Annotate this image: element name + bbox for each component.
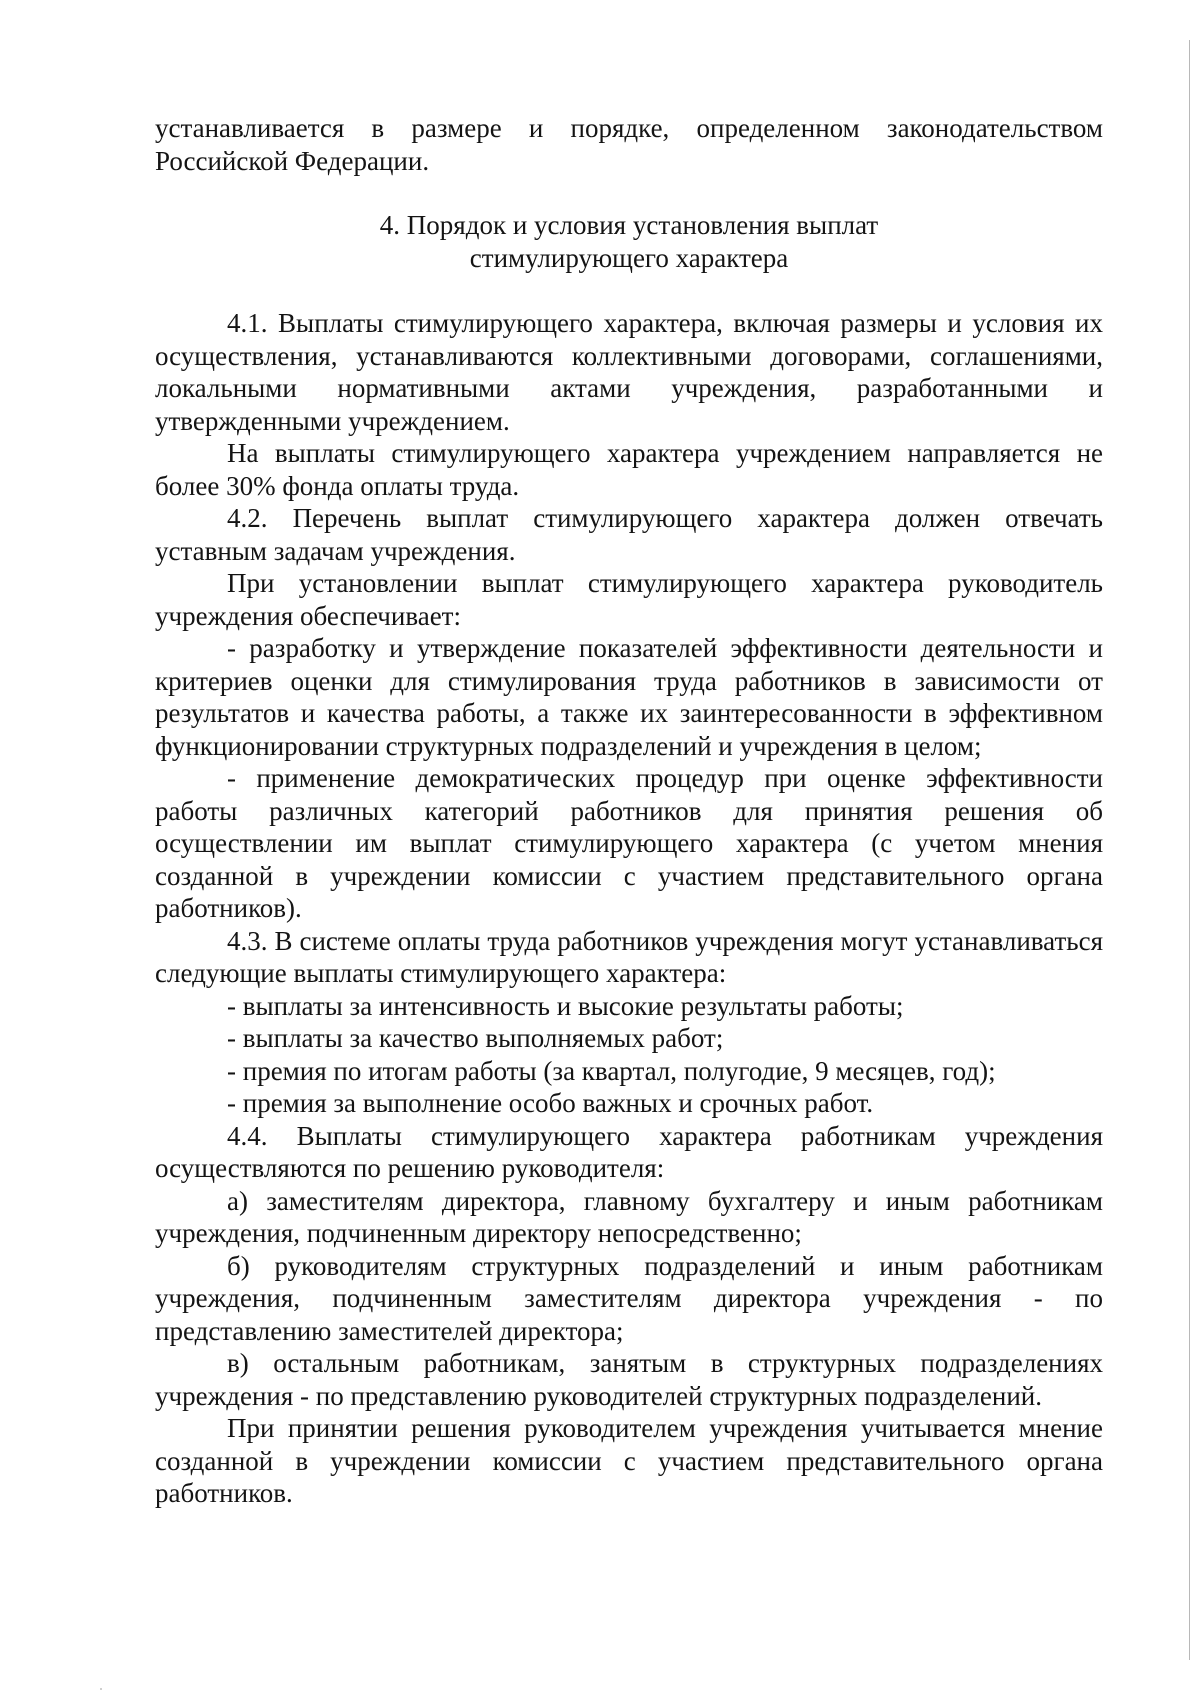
section-heading — [155, 209, 1103, 275]
scan-artifact — [100, 1688, 102, 1690]
list-item-b: б) руководителям структурных подразделений и иным работникам учреждения, подчиненным заместителям директора учреждения - по представлению заместителей директора; — [155, 1250, 1103, 1346]
section-heading-line-1: 4. Порядок и условия установления выплат — [379, 210, 879, 240]
list-item-indicators: - разработку и утверждение показателей эффективности деятельности и критериев оценки для стимулирования труда работников в зависимости от результатов и качества работы, а также их заинтересованности в эффективном функционировании структурных подразделений и учреждения в целом; — [155, 633, 1103, 761]
list-item-a: а) заместителям директора, главному бухгалтеру и иным работникам учреждения, подчиненным директору непосредственно; — [155, 1185, 1103, 1248]
paragraph-4-2: 4.2. Перечень выплат стимулирующего характера должен отвечать уставным задачам учреждения. — [155, 503, 1103, 566]
paragraph-commission-opinion: При принятии решения руководителем учреждения учитывается мнение созданной в учреждении комиссии с участием представительного органа работников. — [155, 1413, 1103, 1508]
paragraph-4-4: 4.4. Выплаты стимулирующего характера работникам учреждения осуществляются по решению руководителя: — [155, 1120, 1103, 1183]
paragraph-head-ensures: При установлении выплат стимулирующего характера руководитель учреждения обеспечивает: — [155, 568, 1103, 631]
list-item-bonus-results: - премия по итогам работы (за квартал, полугодие, 9 месяцев, год); — [227, 1055, 996, 1086]
continuation-paragraph: устанавливается в размере и порядке, определенном законодательством Российской Федерации. — [155, 113, 1103, 176]
list-item-bonus-urgent: - премия за выполнение особо важных и срочных работ. — [227, 1088, 874, 1118]
paragraph-fund-limit: На выплаты стимулирующего характера учреждением направляется не более 30% фонда оплаты труда. — [155, 438, 1103, 501]
list-item-democratic-procedures: - применение демократических процедур при оценке эффективности работы различных категорий работников для принятия решения об осуществлении им выплат стимулирующего характера (с учетом мнения созданной в учреждении комиссии с участием представительного органа работников). — [155, 763, 1103, 923]
list-item-quality: - выплаты за качество выполняемых работ; — [227, 1023, 724, 1053]
document-body — [155, 112, 1103, 1510]
paragraph-4-3: 4.3. В системе оплаты труда работников учреждения могут устанавливаться следующие выплаты стимулирующего характера: — [155, 925, 1103, 988]
scan-edge-line — [1189, 40, 1190, 1660]
list-item-v: в) остальным работникам, занятым в структурных подразделениях учреждения - по представлению руководителей структурных подразделений. — [155, 1348, 1103, 1411]
list-item-intensity: - выплаты за интенсивность и высокие результаты работы; — [227, 990, 904, 1021]
paragraph-4-1: 4.1. Выплаты стимулирующего характера, включая размеры и условия их осуществления, устанавливаются коллективными договорами, соглашениями, локальными нормативными актами учреждения, разработанными и утвержденными учреждением. — [155, 308, 1103, 436]
section-heading-line-2: стимулирующего характера — [469, 243, 789, 273]
